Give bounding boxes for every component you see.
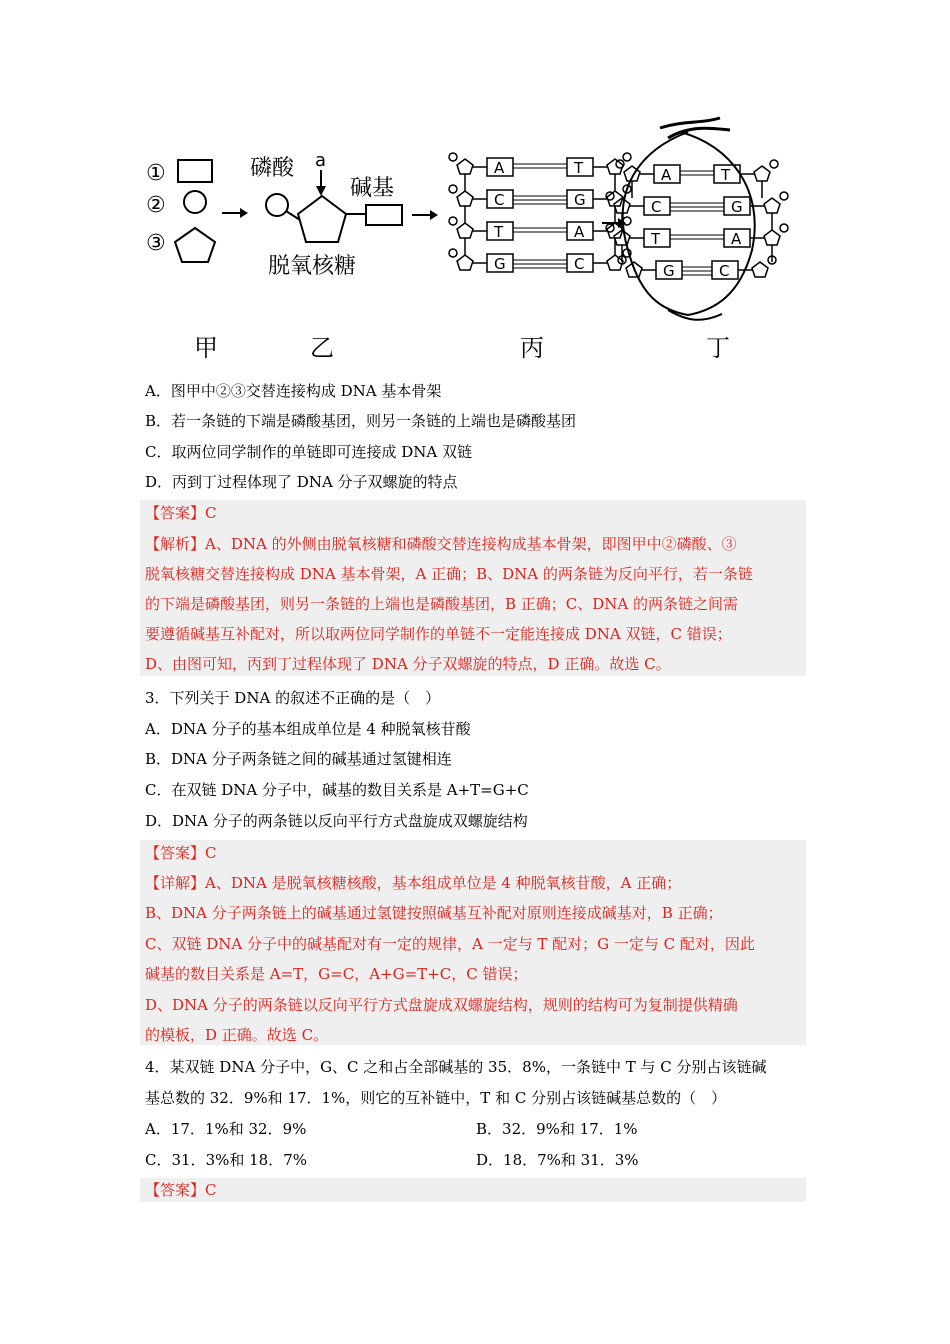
base-letter: T: [574, 159, 584, 177]
q4-option-a: A．17．1%和 32．9%: [145, 1120, 307, 1138]
q2-option-a: A．图甲中②③交替连接构成 DNA 基本骨架: [145, 382, 442, 400]
sugar-node: [754, 166, 770, 181]
phosphate-node: [449, 217, 457, 225]
q3-option-a: A．DNA 分子的基本组成单位是 4 种脱氧核苷酸: [145, 720, 471, 738]
q2-answer: 【答案】C: [145, 504, 217, 522]
q2-option-d: D．丙到丁过程体现了 DNA 分子双螺旋的特点: [145, 473, 458, 491]
base-letter: C: [719, 262, 730, 280]
phosphate-node: [780, 192, 788, 200]
sugar-node: [457, 255, 473, 270]
q3-analysis-line: B、DNA 分子两条链上的碱基通过氢键按照碱基互补配对原则连接成碱基对，B 正确；: [145, 904, 723, 922]
sugar-node: [457, 159, 473, 174]
base-letter: C: [574, 255, 585, 273]
q2-analysis-line: 要遵循碱基互补配对，所以取两位同学制作的单链不一定能连接成 DNA 双链，C 错误；: [145, 625, 732, 643]
phosphate-circle: [266, 194, 288, 216]
q4-option-c: C．31．3%和 18．7%: [145, 1151, 308, 1169]
q2-option-c: C．取两位同学制作的单链即可连接成 DNA 双链: [145, 443, 472, 461]
sugar-node: [607, 159, 623, 174]
q4-stem-line: 基总数的 32．9%和 17．1%，则它的互补链中，T 和 C 分别占该链碱基总数的（ ）: [145, 1089, 727, 1107]
base-label: 碱基: [350, 176, 395, 201]
phosphate-label: 磷酸: [250, 156, 295, 181]
q3-answer: 【答案】C: [145, 844, 217, 862]
phosphate-node: [449, 153, 457, 161]
base-letter: G: [494, 255, 506, 273]
helix-top-twist: [660, 118, 730, 138]
sugar-node: [764, 230, 780, 245]
base-letter: C: [494, 191, 505, 209]
phosphate-node: [449, 249, 457, 257]
q3-stem: 3．下列关于 DNA 的叙述不正确的是（ ）: [145, 689, 441, 707]
sugar-pentagon: [298, 196, 346, 242]
base-letter: A: [574, 223, 585, 241]
q4-answer: 【答案】C: [145, 1181, 217, 1199]
q2-analysis-line: 脱氧核糖交替连接构成 DNA 基本骨架，A 正确；B、DNA 的两条链为反向平行，若一条链: [145, 565, 753, 583]
q3-analysis-line: 碱基的数目关系是 A=T，G=C，A+G=T+C，C 错误；: [145, 965, 528, 983]
q2-analysis-line: 【解析】A、DNA 的外侧由脱氧核糖和磷酸交替连接构成基本骨架，即图甲中②磷酸、③: [145, 535, 737, 553]
a-arrow-head: [316, 186, 326, 196]
q3-analysis-line: 【详解】A、DNA 是脱氧核糖核酸，基本组成单位是 4 种脱氧核苷酸，A 正确；: [145, 874, 682, 892]
q4-option-d: D．18．7%和 31．3%: [476, 1151, 639, 1169]
base-letter: G: [663, 262, 675, 280]
base-letter: G: [574, 191, 586, 209]
base-letter: A: [731, 230, 742, 248]
q3-analysis-line: D、DNA 分子的两条链以反向平行方式盘旋成双螺旋结构，规则的结构可为复制提供精确: [145, 996, 738, 1014]
a-label: a: [315, 150, 327, 171]
caption-ding: 丁: [706, 334, 730, 362]
caption-jia: 甲: [194, 334, 218, 362]
legend-3: ③: [146, 231, 166, 256]
ladder-bing: [449, 153, 631, 273]
legend-pentagon-shape: [175, 228, 215, 262]
q2-analysis-line: 的下端是磷酸基团，则另一条链的上端也是磷酸基团，B 正确；C、DNA 的两条链之间需: [145, 595, 739, 613]
legend-1: ①: [146, 161, 166, 186]
sugar-node: [764, 198, 780, 213]
phosphate-node: [780, 224, 788, 232]
q3-option-d: D．DNA 分子的两条链以反向平行方式盘旋成双螺旋结构: [145, 812, 528, 830]
phosphate-node: [449, 185, 457, 193]
q3-analysis-line: C、双链 DNA 分子中的碱基配对有一定的规律，A 一定与 T 配对；G 一定与 C 配对，因此: [145, 935, 755, 953]
ladder-ding: [606, 160, 788, 280]
helix-left-backbone: [623, 132, 688, 315]
q4-option-b: B．32．9%和 17．1%: [476, 1120, 638, 1138]
base-letter: T: [721, 166, 731, 184]
q2-answer-block: [140, 500, 806, 676]
q2-analysis-line: D、由图可知，丙到丁过程体现了 DNA 分子双螺旋的特点，D 正确。故选 C。: [145, 655, 671, 673]
legend-rect-shape: [178, 160, 212, 182]
base-letter: A: [494, 159, 505, 177]
caption-bing: 丙: [520, 334, 544, 362]
q4-stem-line: 4．某双链 DNA 分子中，G、C 之和占全部碱基的 35．8%，一条链中 T 与 C 分别占该链碱: [145, 1058, 767, 1076]
q3-option-c: C．在双链 DNA 分子中，碱基的数目关系是 A+T=G+C: [145, 781, 529, 799]
sugar-node: [457, 191, 473, 206]
base-letter: T: [651, 230, 661, 248]
sugar-node: [607, 255, 623, 270]
sugar-label: 脱氧核糖: [268, 254, 357, 279]
arrow-2-head: [430, 210, 438, 220]
sugar-node: [752, 262, 768, 277]
legend-circle-shape: [184, 191, 206, 213]
q3-option-b: B．DNA 分子两条链之间的碱基通过氢键相连: [145, 750, 452, 768]
base-letter: C: [651, 198, 662, 216]
caption-yi: 乙: [310, 334, 334, 362]
q3-analysis-line: 的模板，D 正确。故选 C。: [145, 1026, 329, 1044]
sugar-node: [457, 223, 473, 238]
q2-option-b: B．若一条链的下端是磷酸基团，则另一条链的上端也是磷酸基团: [145, 412, 577, 430]
helix-right-backbone: [680, 132, 755, 315]
base-letter: A: [661, 166, 672, 184]
phosphate-node: [770, 160, 778, 168]
dna-structure-figure: [140, 110, 800, 370]
base-letter: G: [731, 198, 743, 216]
base-letter: T: [494, 223, 504, 241]
legend-2: ②: [146, 193, 166, 218]
phosphate-node: [623, 153, 631, 161]
base-rect: [366, 205, 402, 225]
arrow-1-head: [240, 208, 248, 218]
